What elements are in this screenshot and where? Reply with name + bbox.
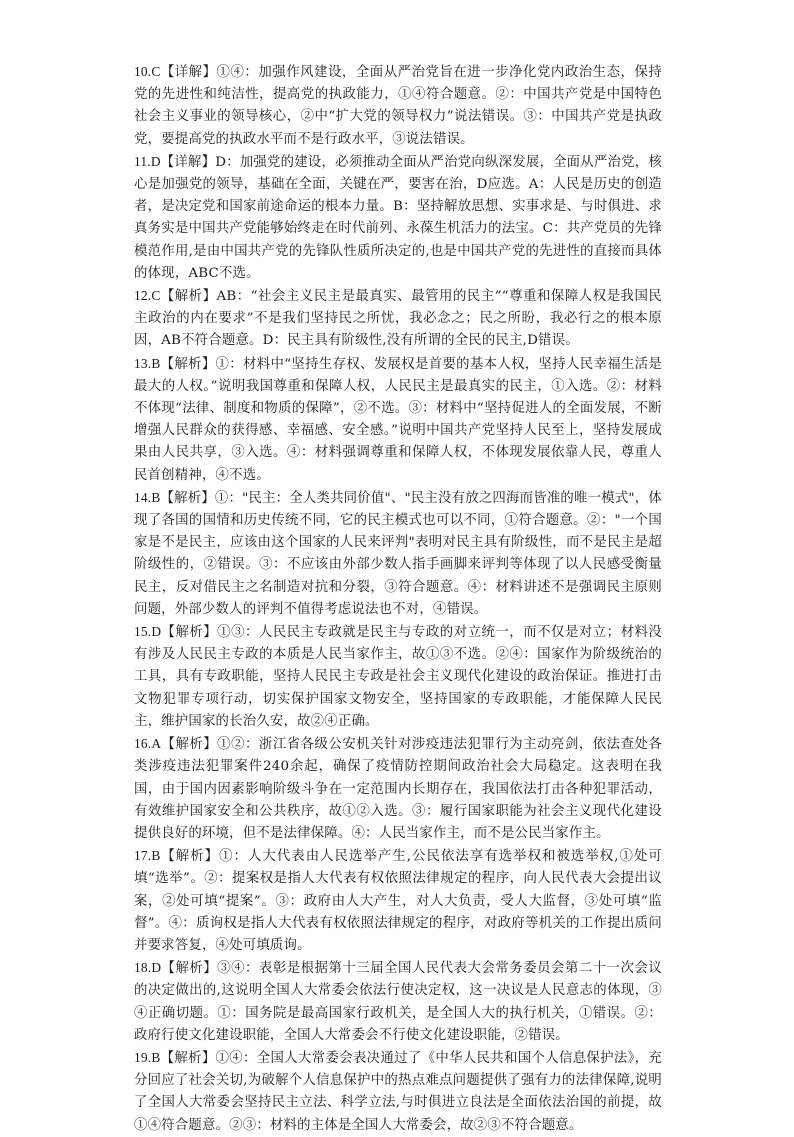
explanation-text: 【解析】①：材料中“坚持生存权、发展权是首要的基本人权，坚持人民幸福生活是最大的人权。”说明我国尊重和保障人权，人民民主是最真实的民主，①入选。②：材料不体现“法律、制度和物质的保障”，②不选。③：材料中“坚持促进人的全面发展，不断增强人民群众的获得感、幸福感、安全感。”说明中国共产党坚持人民至上，坚持发展成果由人民共享，③入选。④：材料强调尊重和保障人权，不体现发展依靠人民，尊重人民首创精神，④不选。 <box>134 356 662 483</box>
question-number: 17.B <box>134 848 161 864</box>
answer-entry-11 <box>134 151 662 285</box>
explanation-text: 【解析】AB：“社会主义民主是最真实、最管用的民主”“尊重和保障人权是我国民主政治的内在要求”不是我们坚持民之所忧，我必念之；民之所盼，我必行之的根本原因，AB不符合题意。D：民主具有阶级性,没有所谓的全民的民主,D错误。 <box>134 289 662 349</box>
explanation-text: 【解析】③④：表彰是根据第十三届全国人民代表大会常务委员会第二十一次会议的决定做出的,这说明全国人大常委会依法行使决定权，这一决议是人民意志的体现，③④正确切题。①：国务院是最高国家行政机关，是全国人大的执行机关，①错误。②：政府行使文化建设职能，全国人大常委会不行使文化建设职能，②错误。 <box>134 961 662 1043</box>
answer-entry-10 <box>134 61 662 151</box>
explanation-text: 【解析】①④：全国人大常委会表决通过了《中华人民共和国个人信息保护法》，充分回应了社会关切,为破解个人信息保护中的热点难点问题提供了强有力的法律保障,说明了全国人大常委会坚持民主立法、科学立法,与时俱进立良法是全面依法治国的前提，故①④符合题意。②③：材料的主体是全国人大常委会，故②③不符合题意。 <box>134 1050 662 1133</box>
explanation-text: 【解析】①："民主：全人类共同价值"、"民主没有放之四海而皆准的唯一模式"，体现了各国的国情和历史传统不同，它的民主模式也可以不同，①符合题意。②："一个国家是不是民主，应该由这个国家的人民来评判"表明对民主具有阶级性，而不是民主是超阶级性的，②错误。③：不应该由外部少数人指手画脚来评判等体现了以人民感受衡量民主，反对借民主之名制造对抗和分裂，③符合题意。④：材料讲述不是强调民主原则问题，外部少数人的评判不值得考虑说法也不对，④错误。 <box>134 490 662 617</box>
question-number: 13.B <box>134 355 161 371</box>
answer-entry-19 <box>134 1047 662 1137</box>
question-number: 19.B <box>134 1049 161 1065</box>
question-number: 12.C <box>134 288 161 304</box>
answer-entry-12 <box>134 285 662 353</box>
answer-explanations <box>134 61 662 1137</box>
answer-entry-16 <box>134 733 662 845</box>
explanation-text: 【解析】①：人大代表由人民选举产生,公民依法享有选举权和被选举权,①处可填“选举”。②：提案权是指人大代表有权依照法律规定的程序，向人民代表大会提出议案，②处可填“提案”。③：政府由人大产生，对人大负责，受人大监督，③处可填“监督”。④：质询权是指人大代表有权依照法律规定的程序，对政府等机关的工作提出质问并要求答复，④处可填质询。 <box>134 849 662 953</box>
answer-entry-18 <box>134 957 662 1047</box>
explanation-text: 【详解】D：加强党的建设，必须推动全面从严治党向纵深发展，全面从严治党，核心是加强党的领导，基础在全面，关键在严，要害在治，D应选。A：人民是历史的创造者，是决定党和国家前途命运的根本力量。B：坚持解放思想、实事求是、与时俱进、求真务实是中国共产党能够始终走在时代前列、永葆生机活力的法宝。C：共产党员的先锋模范作用,是由中国共产党的先锋队性质所决定的,也是中国共产党的先进性的直接而具体的体现，ABC不选。 <box>134 154 662 281</box>
question-number: 18.D <box>134 960 162 976</box>
explanation-text: 【解析】①③：人民民主专政就是民主与专政的对立统一，而不仅是对立；材料没有涉及人民民主专政的本质是人民当家作主，故①③不选。②④：国家作为阶级统治的工具，具有专政职能，坚持人民民主专政是社会主义现代化建设的政治保证。推进打击文物犯罪专项行动，切实保护国家文物安全，坚持国家的专政职能，才能保障人民民主，维护国家的长治久安，故②④正确。 <box>134 625 662 729</box>
answer-entry-15 <box>134 621 662 733</box>
answer-entry-17 <box>134 845 662 957</box>
explanation-text: 【解析】①②：浙江省各级公安机关针对涉疫违法犯罪行为主动亮剑，依法查处各类涉疫违法犯罪案件240余起，确保了疫情防控期间政治社会大局稳定。这表明在我国，由于国内因素影响阶级斗争在一定范围内长期存在，我国依法打击各种犯罪活动，有效维护国家安全和公共秩序，故①②入选。③：履行国家职能为社会主义现代化建设提供良好的环境，但不是法律保障。④：人民当家作主，而不是公民当家作主。 <box>134 737 662 841</box>
question-number: 15.D <box>134 624 162 640</box>
question-number: 14.B <box>134 489 161 505</box>
question-number: 11.D <box>134 153 161 169</box>
question-number: 16.A <box>134 736 162 752</box>
question-number: 10.C <box>134 64 161 79</box>
answer-entry-13 <box>134 353 662 487</box>
answer-entry-14 <box>134 487 662 621</box>
explanation-text: 【详解】①④：加强作风建设，全面从严治党旨在进一步净化党内政治生态，保持党的先进性和纯洁性，提高党的执政能力，①④符合题意。②：中国共产党是中国特色社会主义事业的领导核心，②中“扩大党的领导权力”说法错误。③：中国共产党是执政党，要提高党的执政水平而不是行政水平，③说法错误。 <box>134 65 662 147</box>
